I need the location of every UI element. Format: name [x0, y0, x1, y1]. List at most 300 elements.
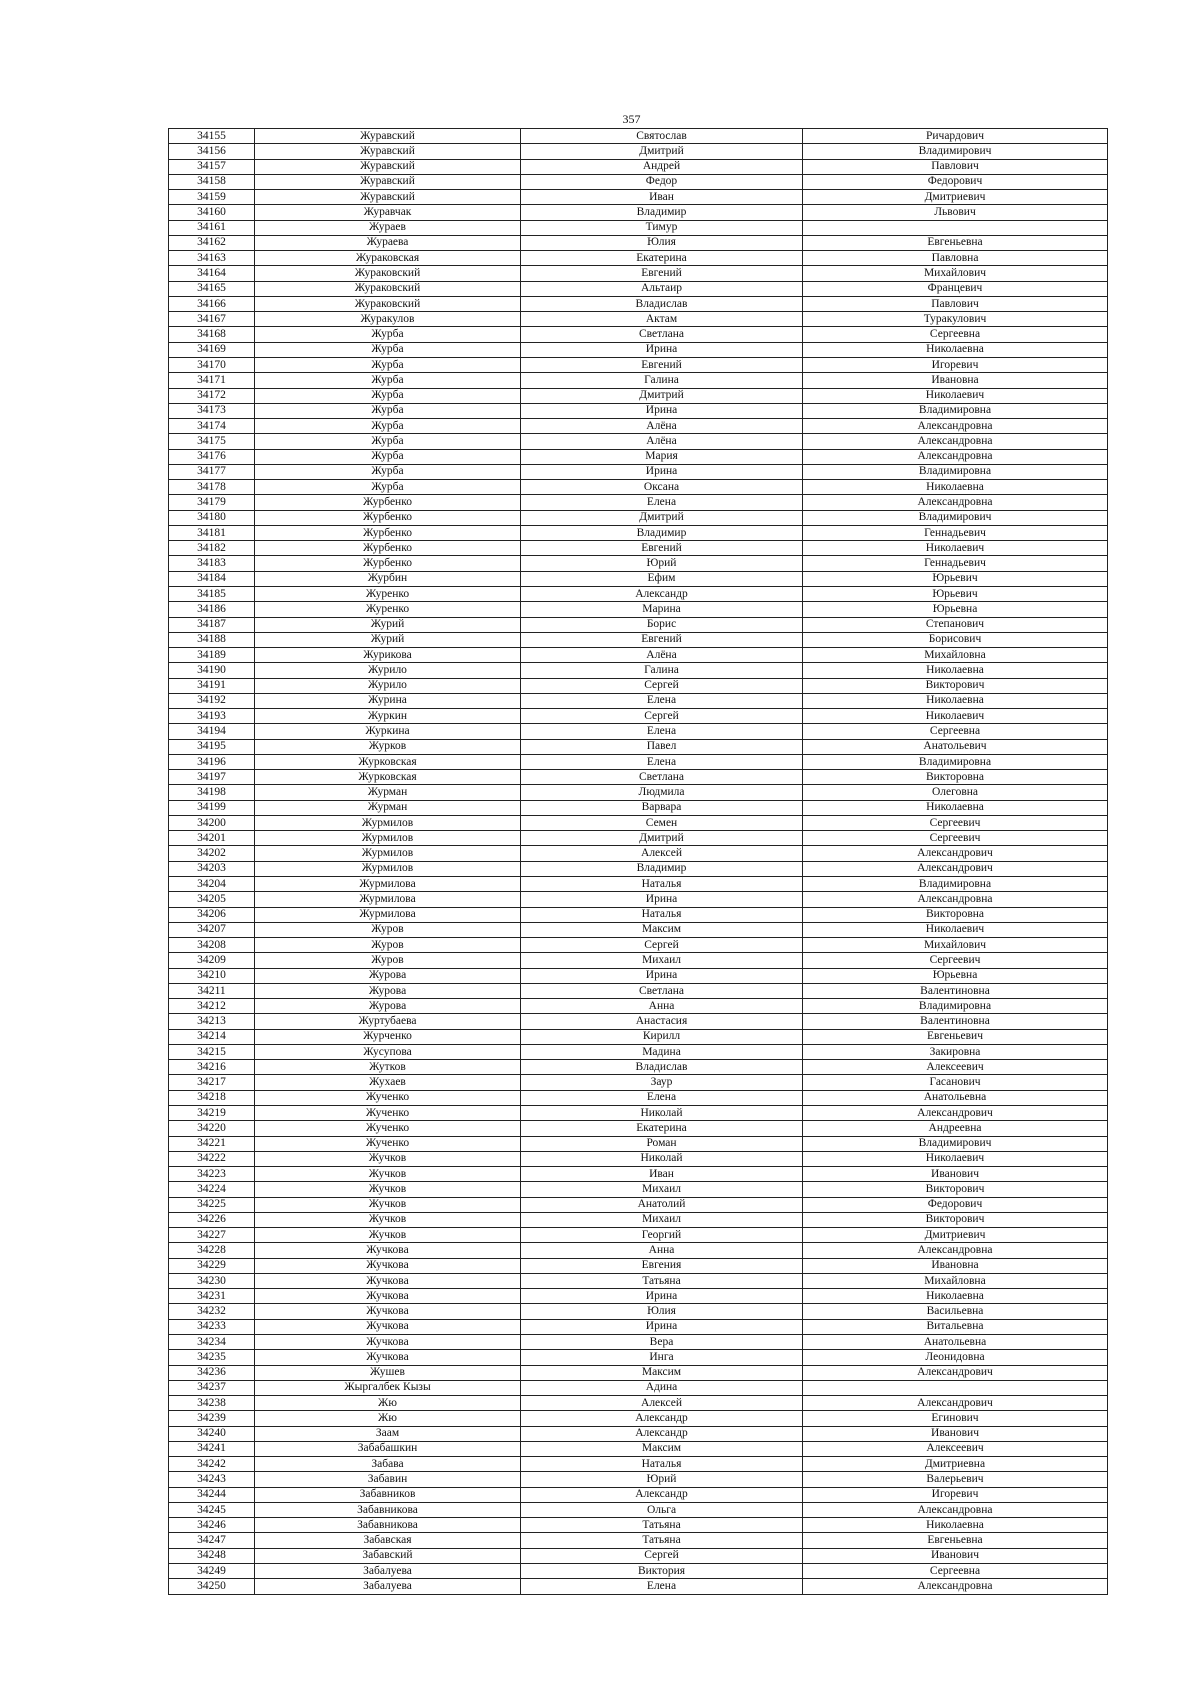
- first-name-cell: Михаил: [521, 1182, 803, 1197]
- surname-cell: Жучков: [255, 1197, 521, 1212]
- patronymic-cell: Владимировна: [803, 403, 1108, 418]
- surname-cell: Журмилов: [255, 815, 521, 830]
- patronymic-cell: Викторовна: [803, 907, 1108, 922]
- table-row: [169, 403, 1108, 418]
- patronymic-cell: Иванович: [803, 1167, 1108, 1182]
- patronymic-cell: Викторович: [803, 678, 1108, 693]
- surname-cell: Забавникова: [255, 1502, 521, 1517]
- patronymic-cell: Евгеньевна: [803, 1533, 1108, 1548]
- first-name-cell: Оксана: [521, 480, 803, 495]
- record-number-cell: 34245: [169, 1502, 255, 1517]
- first-name-cell: Светлана: [521, 327, 803, 342]
- record-number-cell: 34183: [169, 556, 255, 571]
- first-name-cell: Тимур: [521, 220, 803, 235]
- patronymic-cell: Геннадьевич: [803, 525, 1108, 540]
- record-number-cell: 34166: [169, 296, 255, 311]
- table-row: [169, 1319, 1108, 1334]
- record-number-cell: 34230: [169, 1273, 255, 1288]
- first-name-cell: Галина: [521, 373, 803, 388]
- record-number-cell: 34168: [169, 327, 255, 342]
- surname-cell: Журба: [255, 464, 521, 479]
- record-number-cell: 34192: [169, 693, 255, 708]
- record-number-cell: 34165: [169, 281, 255, 296]
- table-row: [169, 1258, 1108, 1273]
- table-row: [169, 938, 1108, 953]
- first-name-cell: Алексей: [521, 1396, 803, 1411]
- table-row: [169, 1502, 1108, 1517]
- surname-cell: Заам: [255, 1426, 521, 1441]
- first-name-cell: Борис: [521, 617, 803, 632]
- surname-cell: Забалуева: [255, 1579, 521, 1594]
- surname-cell: Забавский: [255, 1548, 521, 1563]
- patronymic-cell: Михайловна: [803, 1273, 1108, 1288]
- first-name-cell: Сергей: [521, 938, 803, 953]
- first-name-cell: Дмитрий: [521, 831, 803, 846]
- table-row: [169, 1350, 1108, 1365]
- first-name-cell: Инга: [521, 1350, 803, 1365]
- surname-cell: Журенко: [255, 586, 521, 601]
- table-row: [169, 129, 1108, 144]
- record-number-cell: 34214: [169, 1029, 255, 1044]
- record-number-cell: 34182: [169, 541, 255, 556]
- patronymic-cell: Андреевна: [803, 1121, 1108, 1136]
- surname-cell: Жучкова: [255, 1258, 521, 1273]
- table-row: [169, 968, 1108, 983]
- record-number-cell: 34206: [169, 907, 255, 922]
- first-name-cell: Юрий: [521, 556, 803, 571]
- table-row: [169, 678, 1108, 693]
- table-row: [169, 1014, 1108, 1029]
- first-name-cell: Елена: [521, 693, 803, 708]
- table-row: [169, 327, 1108, 342]
- patronymic-cell: Ричардович: [803, 129, 1108, 144]
- surname-cell: Жушев: [255, 1365, 521, 1380]
- record-number-cell: 34209: [169, 953, 255, 968]
- table-row: [169, 1182, 1108, 1197]
- first-name-cell: Елена: [521, 495, 803, 510]
- table-row: [169, 999, 1108, 1014]
- record-number-cell: 34213: [169, 1014, 255, 1029]
- first-name-cell: Дмитрий: [521, 510, 803, 525]
- table-row: [169, 693, 1108, 708]
- patronymic-cell: Александрович: [803, 1396, 1108, 1411]
- patronymic-cell: Анатольевна: [803, 1334, 1108, 1349]
- table-row: [169, 922, 1108, 937]
- record-number-cell: 34226: [169, 1212, 255, 1227]
- patronymic-cell: Владимирович: [803, 144, 1108, 159]
- patronymic-cell: Александровна: [803, 1502, 1108, 1517]
- first-name-cell: Людмила: [521, 785, 803, 800]
- surname-cell: Журбенко: [255, 556, 521, 571]
- table-row: [169, 754, 1108, 769]
- table-row: [169, 1548, 1108, 1563]
- surname-cell: Журмилова: [255, 907, 521, 922]
- record-number-cell: 34178: [169, 480, 255, 495]
- table-row: [169, 602, 1108, 617]
- table-row: [169, 373, 1108, 388]
- record-number-cell: 34225: [169, 1197, 255, 1212]
- surname-cell: Журина: [255, 693, 521, 708]
- patronymic-cell: Александрович: [803, 846, 1108, 861]
- first-name-cell: Сергей: [521, 709, 803, 724]
- table-row: [169, 1075, 1108, 1090]
- surname-cell: Журман: [255, 785, 521, 800]
- patronymic-cell: Владимирович: [803, 1136, 1108, 1151]
- surname-cell: Журавчак: [255, 205, 521, 220]
- record-number-cell: 34155: [169, 129, 255, 144]
- surname-cell: Жучков: [255, 1182, 521, 1197]
- patronymic-cell: Сергеевна: [803, 327, 1108, 342]
- table-row: [169, 739, 1108, 754]
- first-name-cell: Наталья: [521, 907, 803, 922]
- record-number-cell: 34198: [169, 785, 255, 800]
- first-name-cell: Екатерина: [521, 251, 803, 266]
- surname-cell: Журмилов: [255, 861, 521, 876]
- patronymic-cell: Гасанович: [803, 1075, 1108, 1090]
- patronymic-cell: Александровна: [803, 1243, 1108, 1258]
- record-number-cell: 34237: [169, 1380, 255, 1395]
- table-row: [169, 1579, 1108, 1594]
- first-name-cell: Ефим: [521, 571, 803, 586]
- patronymic-cell: Павлович: [803, 296, 1108, 311]
- first-name-cell: Виктория: [521, 1563, 803, 1578]
- patronymic-cell: Леонидовна: [803, 1350, 1108, 1365]
- record-number-cell: 34185: [169, 586, 255, 601]
- record-number-cell: 34171: [169, 373, 255, 388]
- record-number-cell: 34157: [169, 159, 255, 174]
- surname-cell: Журченко: [255, 1029, 521, 1044]
- first-name-cell: Ирина: [521, 1319, 803, 1334]
- surname-cell: Журба: [255, 449, 521, 464]
- first-name-cell: Елена: [521, 1090, 803, 1105]
- first-name-cell: Альтаир: [521, 281, 803, 296]
- surname-cell: Жучкова: [255, 1319, 521, 1334]
- record-number-cell: 34169: [169, 342, 255, 357]
- record-number-cell: 34235: [169, 1350, 255, 1365]
- names-table: [168, 128, 1108, 1595]
- record-number-cell: 34201: [169, 831, 255, 846]
- record-number-cell: 34195: [169, 739, 255, 754]
- first-name-cell: Дмитрий: [521, 144, 803, 159]
- table-row: [169, 1304, 1108, 1319]
- record-number-cell: 34236: [169, 1365, 255, 1380]
- first-name-cell: Павел: [521, 739, 803, 754]
- surname-cell: Журба: [255, 419, 521, 434]
- surname-cell: Журикова: [255, 648, 521, 663]
- patronymic-cell: Павлович: [803, 159, 1108, 174]
- patronymic-cell: Викторовна: [803, 770, 1108, 785]
- patronymic-cell: Владимирович: [803, 510, 1108, 525]
- first-name-cell: Николай: [521, 1151, 803, 1166]
- patronymic-cell: Сергеевич: [803, 815, 1108, 830]
- table-row: [169, 174, 1108, 189]
- record-number-cell: 34194: [169, 724, 255, 739]
- table-row: [169, 235, 1108, 250]
- patronymic-cell: Евгеньевич: [803, 1029, 1108, 1044]
- record-number-cell: 34239: [169, 1411, 255, 1426]
- patronymic-cell: Игоревич: [803, 357, 1108, 372]
- surname-cell: Журба: [255, 373, 521, 388]
- first-name-cell: Максим: [521, 1365, 803, 1380]
- surname-cell: Журкин: [255, 709, 521, 724]
- surname-cell: Журба: [255, 342, 521, 357]
- table-row: [169, 510, 1108, 525]
- table-row: [169, 281, 1108, 296]
- table-row: [169, 1106, 1108, 1121]
- record-number-cell: 34208: [169, 938, 255, 953]
- patronymic-cell: Владимировна: [803, 999, 1108, 1014]
- record-number-cell: 34191: [169, 678, 255, 693]
- table-row: [169, 1167, 1108, 1182]
- first-name-cell: Мадина: [521, 1044, 803, 1059]
- surname-cell: Забавин: [255, 1472, 521, 1487]
- patronymic-cell: Юрьевич: [803, 586, 1108, 601]
- patronymic-cell: Николаевич: [803, 541, 1108, 556]
- first-name-cell: Мария: [521, 449, 803, 464]
- record-number-cell: 34196: [169, 754, 255, 769]
- patronymic-cell: Францевич: [803, 281, 1108, 296]
- surname-cell: Жученко: [255, 1121, 521, 1136]
- patronymic-cell: Павловна: [803, 251, 1108, 266]
- record-number-cell: 34172: [169, 388, 255, 403]
- patronymic-cell: Николаевна: [803, 800, 1108, 815]
- table-row: [169, 1151, 1108, 1166]
- table-row: [169, 220, 1108, 235]
- first-name-cell: Дмитрий: [521, 388, 803, 403]
- record-number-cell: 34238: [169, 1396, 255, 1411]
- patronymic-cell: Александрович: [803, 1365, 1108, 1380]
- surname-cell: Жураковский: [255, 281, 521, 296]
- table-row: [169, 1441, 1108, 1456]
- record-number-cell: 34215: [169, 1044, 255, 1059]
- first-name-cell: Александр: [521, 1411, 803, 1426]
- record-number-cell: 34186: [169, 602, 255, 617]
- record-number-cell: 34202: [169, 846, 255, 861]
- first-name-cell: Ирина: [521, 1289, 803, 1304]
- table-row: [169, 1044, 1108, 1059]
- surname-cell: Журмилова: [255, 892, 521, 907]
- record-number-cell: 34229: [169, 1258, 255, 1273]
- first-name-cell: Семен: [521, 815, 803, 830]
- table-row: [169, 1121, 1108, 1136]
- record-number-cell: 34167: [169, 312, 255, 327]
- table-row: [169, 541, 1108, 556]
- table-row: [169, 1029, 1108, 1044]
- patronymic-cell: Александрович: [803, 861, 1108, 876]
- surname-cell: Журба: [255, 357, 521, 372]
- first-name-cell: Андрей: [521, 159, 803, 174]
- table-row: [169, 586, 1108, 601]
- record-number-cell: 34190: [169, 663, 255, 678]
- patronymic-cell: [803, 1380, 1108, 1395]
- table-row: [169, 663, 1108, 678]
- record-number-cell: 34207: [169, 922, 255, 937]
- surname-cell: Журмилов: [255, 831, 521, 846]
- first-name-cell: Ирина: [521, 342, 803, 357]
- record-number-cell: 34241: [169, 1441, 255, 1456]
- patronymic-cell: Николаевич: [803, 709, 1108, 724]
- first-name-cell: Заур: [521, 1075, 803, 1090]
- surname-cell: Журило: [255, 678, 521, 693]
- first-name-cell: Елена: [521, 1579, 803, 1594]
- patronymic-cell: Федорович: [803, 174, 1108, 189]
- patronymic-cell: Туракулович: [803, 312, 1108, 327]
- table-row: [169, 1411, 1108, 1426]
- first-name-cell: Светлана: [521, 770, 803, 785]
- patronymic-cell: Александровна: [803, 892, 1108, 907]
- surname-cell: Журавский: [255, 144, 521, 159]
- table-row: [169, 464, 1108, 479]
- table-row: [169, 357, 1108, 372]
- record-number-cell: 34173: [169, 403, 255, 418]
- patronymic-cell: Александровна: [803, 1579, 1108, 1594]
- surname-cell: Жучкова: [255, 1243, 521, 1258]
- patronymic-cell: Геннадьевич: [803, 556, 1108, 571]
- first-name-cell: Светлана: [521, 983, 803, 998]
- table-row: [169, 648, 1108, 663]
- surname-cell: Жю: [255, 1396, 521, 1411]
- table-row: [169, 831, 1108, 846]
- table-row: [169, 1396, 1108, 1411]
- patronymic-cell: Александровна: [803, 449, 1108, 464]
- surname-cell: Жучков: [255, 1228, 521, 1243]
- first-name-cell: Владимир: [521, 861, 803, 876]
- first-name-cell: Галина: [521, 663, 803, 678]
- record-number-cell: 34231: [169, 1289, 255, 1304]
- surname-cell: Журавский: [255, 190, 521, 205]
- table-row: [169, 525, 1108, 540]
- table-row: [169, 1487, 1108, 1502]
- table-row: [169, 251, 1108, 266]
- patronymic-cell: Юрьевна: [803, 602, 1108, 617]
- first-name-cell: Евгений: [521, 266, 803, 281]
- surname-cell: Журбенко: [255, 541, 521, 556]
- page-number: 357: [622, 112, 641, 126]
- patronymic-cell: Алексеевич: [803, 1060, 1108, 1075]
- first-name-cell: Анатолий: [521, 1197, 803, 1212]
- patronymic-cell: Анатольевна: [803, 1090, 1108, 1105]
- record-number-cell: 34177: [169, 464, 255, 479]
- first-name-cell: Анна: [521, 1243, 803, 1258]
- first-name-cell: Николай: [521, 1106, 803, 1121]
- surname-cell: Журковская: [255, 754, 521, 769]
- table-row: [169, 205, 1108, 220]
- table-row: [169, 449, 1108, 464]
- record-number-cell: 34220: [169, 1121, 255, 1136]
- record-number-cell: 34162: [169, 235, 255, 250]
- patronymic-cell: Сергеевна: [803, 1563, 1108, 1578]
- record-number-cell: 34219: [169, 1106, 255, 1121]
- surname-cell: Жучкова: [255, 1350, 521, 1365]
- first-name-cell: Татьяна: [521, 1518, 803, 1533]
- table-row: [169, 877, 1108, 892]
- first-name-cell: Елена: [521, 754, 803, 769]
- table-row: [169, 419, 1108, 434]
- patronymic-cell: Львович: [803, 205, 1108, 220]
- surname-cell: Жученко: [255, 1106, 521, 1121]
- patronymic-cell: Ивановна: [803, 1258, 1108, 1273]
- first-name-cell: Евгения: [521, 1258, 803, 1273]
- table-row: [169, 1518, 1108, 1533]
- table-row: [169, 953, 1108, 968]
- first-name-cell: Алёна: [521, 434, 803, 449]
- surname-cell: Забалуева: [255, 1563, 521, 1578]
- surname-cell: Жучков: [255, 1167, 521, 1182]
- table-row: [169, 1426, 1108, 1441]
- record-number-cell: 34212: [169, 999, 255, 1014]
- first-name-cell: Юлия: [521, 1304, 803, 1319]
- surname-cell: Жутков: [255, 1060, 521, 1075]
- first-name-cell: Адина: [521, 1380, 803, 1395]
- surname-cell: Жучкова: [255, 1304, 521, 1319]
- table-body: [169, 129, 1108, 1595]
- patronymic-cell: Витальевна: [803, 1319, 1108, 1334]
- surname-cell: Забавникова: [255, 1518, 521, 1533]
- surname-cell: Жученко: [255, 1090, 521, 1105]
- surname-cell: Журавский: [255, 129, 521, 144]
- patronymic-cell: Иванович: [803, 1426, 1108, 1441]
- record-number-cell: 34249: [169, 1563, 255, 1578]
- first-name-cell: Александр: [521, 1426, 803, 1441]
- surname-cell: Журков: [255, 739, 521, 754]
- patronymic-cell: Юрьевич: [803, 571, 1108, 586]
- record-number-cell: 34184: [169, 571, 255, 586]
- patronymic-cell: Борисович: [803, 632, 1108, 647]
- surname-cell: Журов: [255, 953, 521, 968]
- patronymic-cell: Егинович: [803, 1411, 1108, 1426]
- first-name-cell: Актам: [521, 312, 803, 327]
- surname-cell: Журавский: [255, 174, 521, 189]
- surname-cell: Журба: [255, 388, 521, 403]
- table-row: [169, 1060, 1108, 1075]
- patronymic-cell: Алексеевич: [803, 1441, 1108, 1456]
- surname-cell: Журавский: [255, 159, 521, 174]
- table-row: [169, 1228, 1108, 1243]
- surname-cell: Журман: [255, 800, 521, 815]
- patronymic-cell: Викторович: [803, 1212, 1108, 1227]
- first-name-cell: Татьяна: [521, 1273, 803, 1288]
- record-number-cell: 34247: [169, 1533, 255, 1548]
- patronymic-cell: Ивановна: [803, 373, 1108, 388]
- surname-cell: Журов: [255, 922, 521, 937]
- patronymic-cell: Закировна: [803, 1044, 1108, 1059]
- table-row: [169, 190, 1108, 205]
- record-number-cell: 34216: [169, 1060, 255, 1075]
- table-row: [169, 724, 1108, 739]
- first-name-cell: Федор: [521, 174, 803, 189]
- surname-cell: Жученко: [255, 1136, 521, 1151]
- surname-cell: Журов: [255, 938, 521, 953]
- surname-cell: Журкина: [255, 724, 521, 739]
- record-number-cell: 34160: [169, 205, 255, 220]
- record-number-cell: 34222: [169, 1151, 255, 1166]
- surname-cell: Жураева: [255, 235, 521, 250]
- record-number-cell: 34158: [169, 174, 255, 189]
- record-number-cell: 34159: [169, 190, 255, 205]
- table-row: [169, 312, 1108, 327]
- first-name-cell: Сергей: [521, 1548, 803, 1563]
- surname-cell: Жучкова: [255, 1273, 521, 1288]
- surname-cell: Забава: [255, 1457, 521, 1472]
- table-row: [169, 785, 1108, 800]
- record-number-cell: 34243: [169, 1472, 255, 1487]
- first-name-cell: Алёна: [521, 648, 803, 663]
- surname-cell: Журова: [255, 999, 521, 1014]
- record-number-cell: 34175: [169, 434, 255, 449]
- surname-cell: Жучкова: [255, 1334, 521, 1349]
- record-number-cell: 34200: [169, 815, 255, 830]
- first-name-cell: Максим: [521, 1441, 803, 1456]
